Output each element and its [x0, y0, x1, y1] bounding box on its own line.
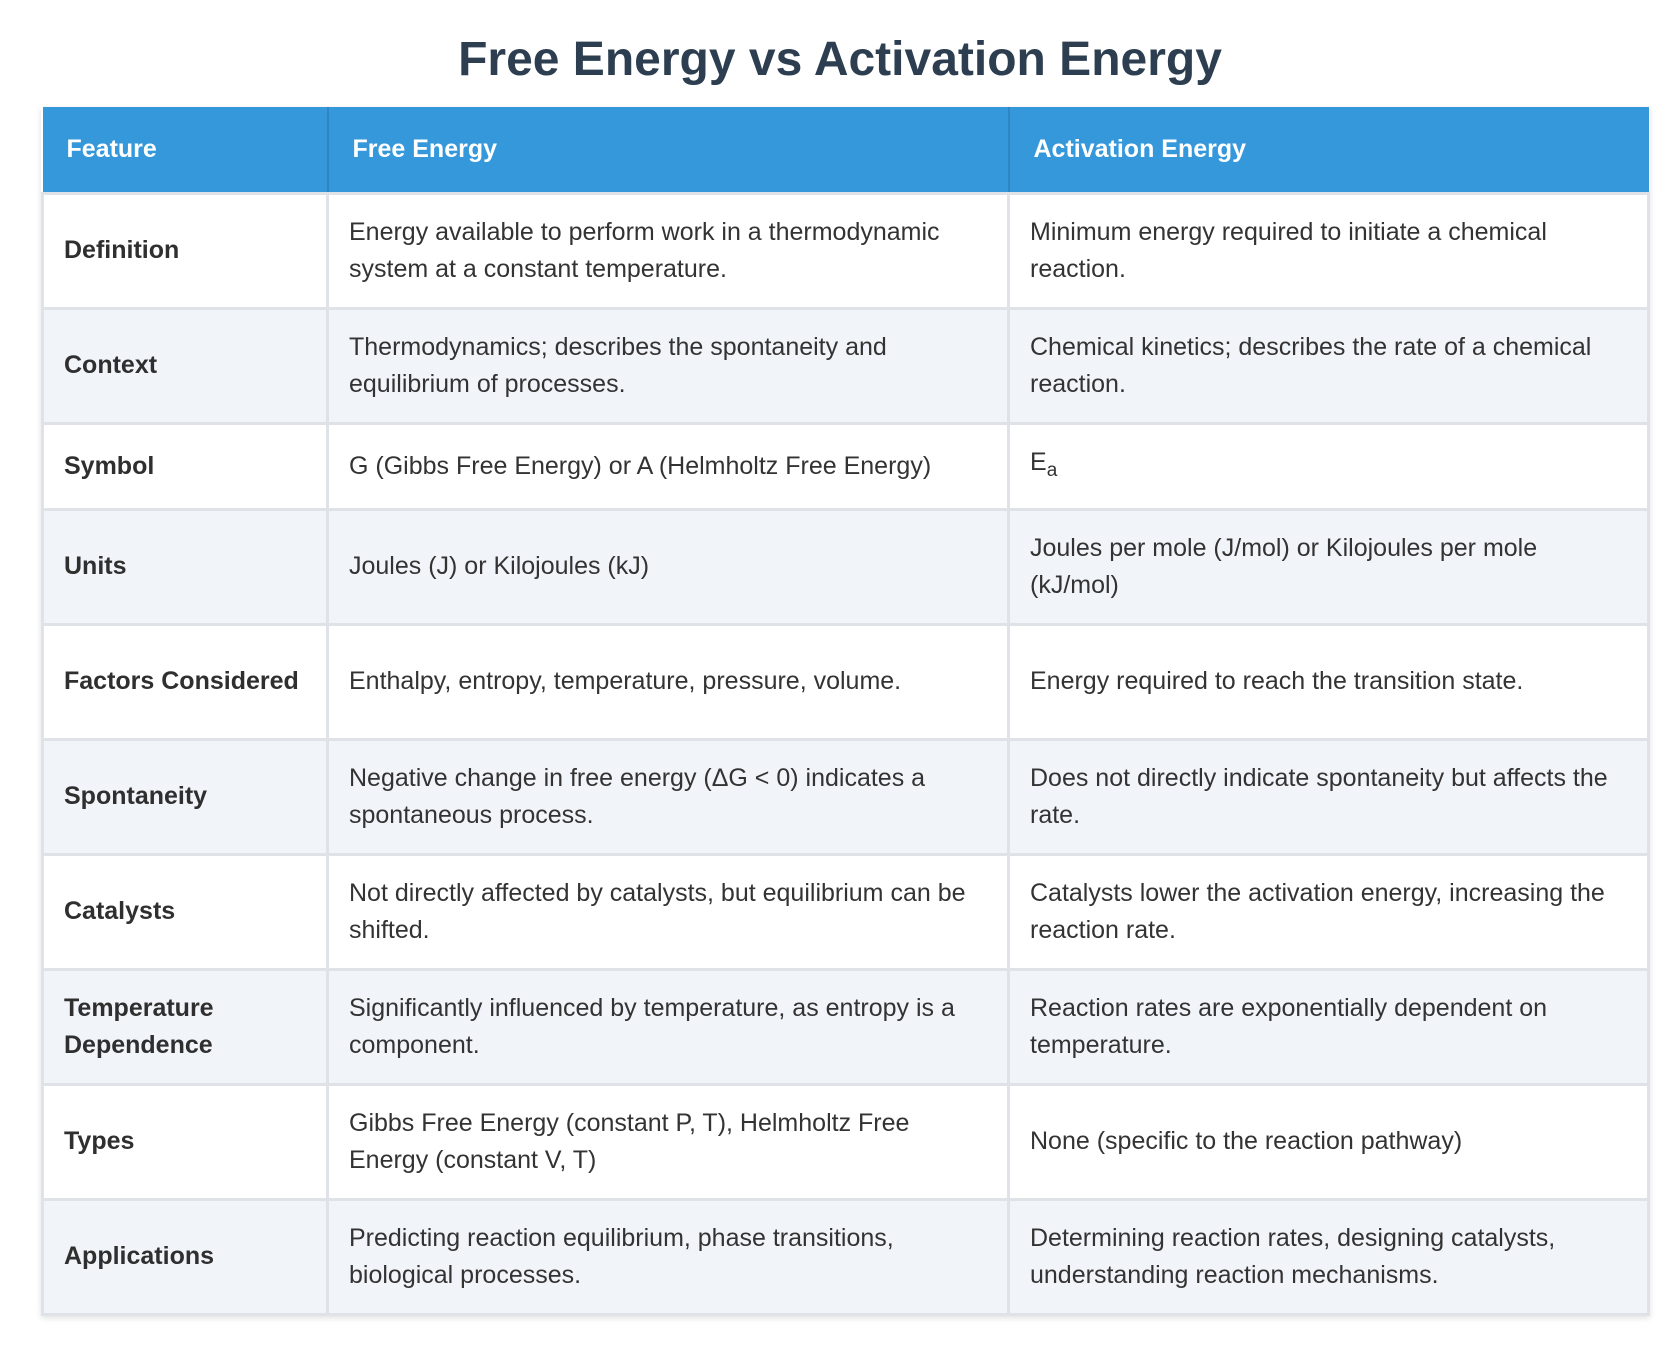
free-energy-cell: Gibbs Free Energy (constant P, T), Helmholtz Free Energy (constant V, T) — [328, 1084, 1009, 1199]
symbol-base: E — [1030, 447, 1047, 476]
feature-cell: Symbol — [43, 423, 328, 509]
feature-cell: Definition — [43, 193, 328, 308]
free-energy-cell: Not directly affected by catalysts, but equilibrium can be shifted. — [328, 854, 1009, 969]
feature-cell: Applications — [43, 1199, 328, 1314]
activation-energy-cell: Minimum energy required to initiate a chemical reaction. — [1009, 193, 1649, 308]
header-free-energy: Free Energy — [328, 107, 1009, 193]
header-feature: Feature — [43, 107, 328, 193]
activation-energy-cell: Determining reaction rates, designing catalysts, understanding reaction mechanisms. — [1009, 1199, 1649, 1314]
feature-cell: Units — [43, 509, 328, 624]
feature-cell: Context — [43, 308, 328, 423]
table-row — [43, 1084, 1649, 1199]
activation-energy-cell: Catalysts lower the activation energy, increasing the reaction rate. — [1009, 854, 1649, 969]
table-row — [43, 969, 1649, 1084]
table-body — [43, 193, 1649, 1314]
free-energy-cell: Significantly influenced by temperature, as entropy is a component. — [328, 969, 1009, 1084]
activation-energy-cell: None (specific to the reaction pathway) — [1009, 1084, 1649, 1199]
free-energy-cell: Joules (J) or Kilojoules (kJ) — [328, 509, 1009, 624]
table-row — [43, 308, 1649, 423]
feature-cell: Temperature Dependence — [43, 969, 328, 1084]
table-row — [43, 509, 1649, 624]
table-row — [43, 1199, 1649, 1314]
feature-cell: Catalysts — [43, 854, 328, 969]
table-row — [43, 423, 1649, 509]
table-row — [43, 854, 1649, 969]
activation-energy-cell: Joules per mole (J/mol) or Kilojoules per mole (kJ/mol) — [1009, 509, 1649, 624]
table-header — [43, 107, 1649, 193]
table-row — [43, 624, 1649, 739]
free-energy-cell: Enthalpy, entropy, temperature, pressure, volume. — [328, 624, 1009, 739]
activation-energy-cell — [1009, 423, 1649, 509]
activation-energy-cell: Does not directly indicate spontaneity but affects the rate. — [1009, 739, 1649, 854]
activation-energy-cell: Reaction rates are exponentially dependent on temperature. — [1009, 969, 1649, 1084]
header-activation-energy: Activation Energy — [1009, 107, 1649, 193]
feature-cell: Factors Considered — [43, 624, 328, 739]
free-energy-cell: Thermodynamics; describes the spontaneity and equilibrium of processes. — [328, 308, 1009, 423]
free-energy-cell: Predicting reaction equilibrium, phase transitions, biological processes. — [328, 1199, 1009, 1314]
feature-cell: Spontaneity — [43, 739, 328, 854]
header-row — [43, 107, 1649, 193]
comparison-table — [41, 107, 1650, 1316]
table-row — [43, 739, 1649, 854]
feature-cell: Types — [43, 1084, 328, 1199]
table-row — [43, 193, 1649, 308]
page-title: Free Energy vs Activation Energy — [458, 33, 1222, 86]
free-energy-cell: G (Gibbs Free Energy) or A (Helmholtz Free Energy) — [328, 423, 1009, 509]
activation-energy-cell: Energy required to reach the transition state. — [1009, 624, 1649, 739]
free-energy-cell: Energy available to perform work in a thermodynamic system at a constant temperature. — [328, 193, 1009, 308]
free-energy-cell: Negative change in free energy (ΔG < 0) indicates a spontaneous process. — [328, 739, 1009, 854]
symbol-subscript: a — [1046, 459, 1058, 481]
activation-energy-cell: Chemical kinetics; describes the rate of a chemical reaction. — [1009, 308, 1649, 423]
